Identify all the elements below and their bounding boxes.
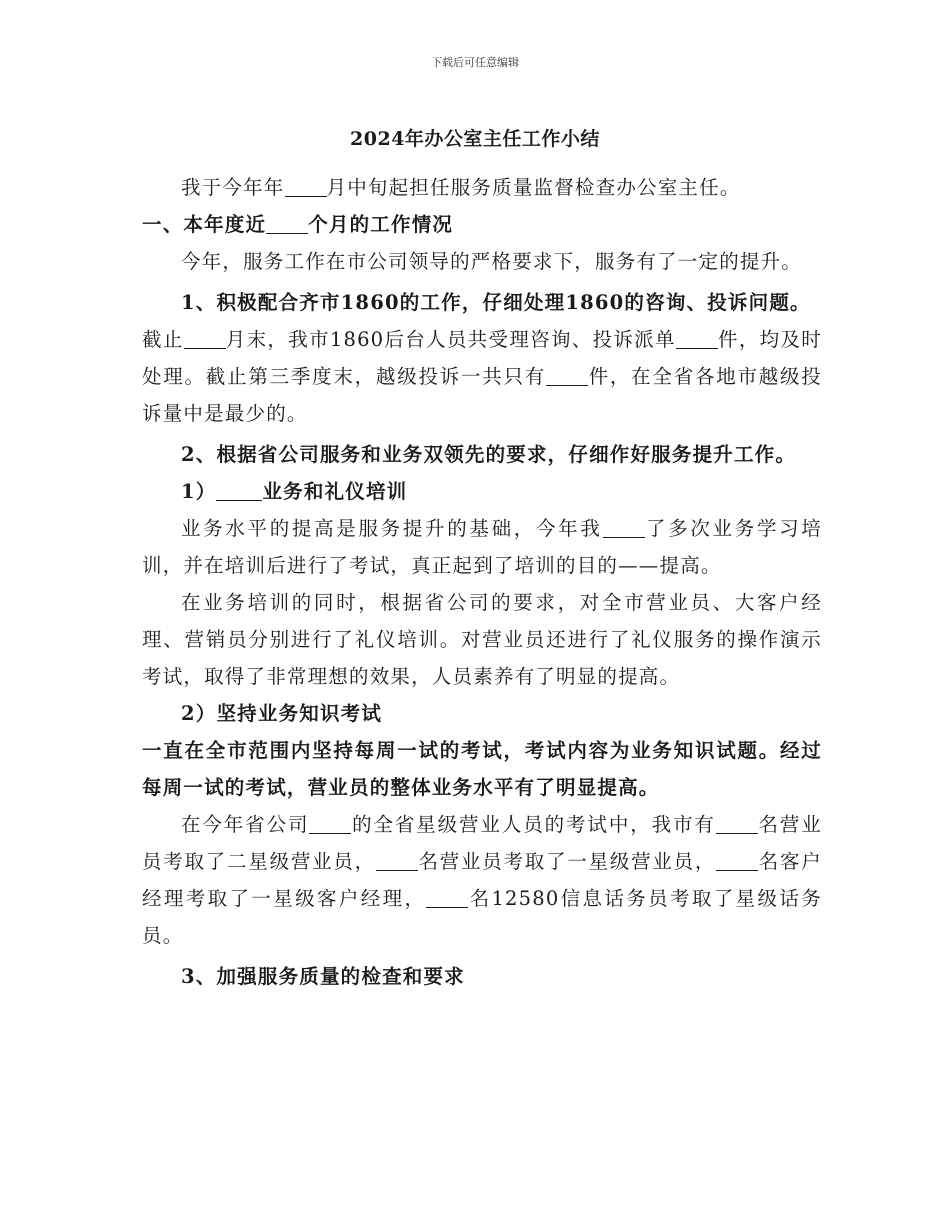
text-span: 在今年省公司	[181, 813, 310, 836]
text-span: 的全省星级营业人员的考试中，我市有	[351, 813, 716, 836]
section-heading-1	[142, 206, 822, 243]
text-span: 我于今年年	[181, 176, 285, 199]
blank-field	[184, 328, 226, 349]
text-span: 个月的工作情况	[308, 213, 454, 236]
subheading-1860: 1、积极配合齐市1860的工作，仔细处理1860的咨询、投诉问题。	[181, 291, 811, 314]
paragraph-complaints	[142, 321, 822, 432]
text-span: 一、本年度近	[142, 213, 267, 236]
text-span: 件，均及时处理。截止第三季度末，越级投诉一共只有	[142, 328, 822, 388]
subheading-quality-check: 3、加强服务质量的检查和要求	[181, 965, 465, 988]
text-span: 月末，我市1860后台人员共受理咨询、投诉派单	[225, 328, 676, 351]
blank-field	[285, 176, 327, 197]
text-span: 了多次业务学习培训，并在培训后进行了考试，真正起到了培训的目的——提高。	[142, 517, 822, 577]
document-body	[142, 169, 822, 995]
blank-field	[266, 213, 308, 234]
subheading-service-upgrade: 2、根据省公司服务和业务双领先的要求，仔细作好服务提升工作。	[181, 443, 797, 466]
text-span: 名客户经理考取了一星级客户经理，	[142, 850, 822, 910]
blank-field	[676, 328, 718, 349]
paragraph-star-rating	[142, 806, 822, 954]
text-span: 业务和礼仪培训	[262, 480, 408, 503]
text-span: 1）	[181, 480, 217, 503]
text-span: 月中旬起担任服务质量监督检查办公室主任。	[326, 176, 741, 199]
blank-field	[546, 365, 588, 386]
blank-field	[309, 813, 351, 834]
subheading-exams: 2）坚持业务知识考试	[181, 702, 383, 725]
blank-field	[426, 887, 468, 908]
paragraph-training	[142, 510, 822, 584]
text-span: 截止	[142, 328, 184, 351]
blank-field	[216, 480, 262, 501]
paragraph-weekly-exam: 一直在全市范围内坚持每周一试的考试，考试内容为业务知识试题。经过每周一试的考试，营业员的整体业务水平有了明显提高。	[142, 739, 822, 799]
header-note: 下载后可任意编辑	[431, 56, 519, 69]
intro-paragraph	[142, 169, 822, 206]
text-span: 名12580信息话务员考取了星级话务员。	[142, 887, 822, 947]
paragraph-etiquette: 在业务培训的同时，根据省公司的要求，对全市营业员、大客户经理、营销员分别进行了礼仪培训。对营业员还进行了礼仪服务的操作演示考试，取得了非常理想的效果，人员素养有了明显的提高。	[142, 591, 822, 688]
paragraph-overview: 今年，服务工作在市公司领导的严格要求下，服务有了一定的提升。	[181, 250, 803, 273]
text-span: 业务水平的提高是服务提升的基础，今年我	[181, 517, 603, 540]
blank-field	[376, 850, 418, 871]
text-span: 名营业员考取了一星级营业员，	[417, 850, 717, 873]
document-title: 2024年办公室主任工作小结	[350, 128, 600, 150]
subheading-training	[142, 473, 822, 510]
text-span: 件，在全省各地市越级投诉量中是最少的。	[142, 365, 822, 425]
blank-field	[716, 813, 758, 834]
blank-field	[603, 517, 645, 538]
text-span: 名营业员考取了二星级营业员，	[142, 813, 822, 873]
blank-field	[716, 850, 758, 871]
